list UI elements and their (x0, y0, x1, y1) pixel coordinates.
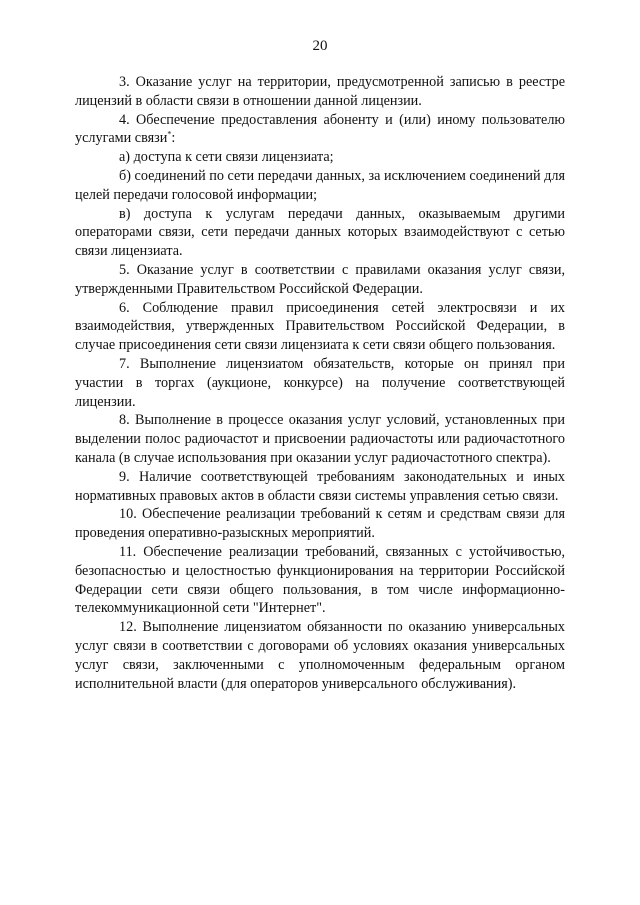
clause-5: 5. Оказание услуг в соответствии с правилами оказания услуг связи, утвержденными Правительством Российской Федерации. (75, 261, 565, 297)
clause-12: 12. Выполнение лицензиатом обязанности по оказанию универсальных услуг связи в соответствии с договорами об условиях оказания универсальных услуг связи, заключенными с уполномоченным федеральным органом исполнительной власти (для операторов универсального обслуживания). (75, 619, 565, 692)
clause-4 (75, 111, 565, 149)
document-body (75, 73, 565, 693)
clause-11: 11. Обеспечение реализации требований, связанных с устойчивостью, безопасностью и целостностью функционирования на территории Российской Федерации сети связи общего пользования, в том числе информационно-телекоммуникационной сети "Интернет". (75, 543, 565, 617)
clause-3: 3. Оказание услуг на территории, предусмотренной записью в реестре лицензий в области связи в отношении данной лицензии. (75, 74, 565, 109)
clause-4-a: а) доступа к сети связи лицензиата; (119, 149, 334, 166)
clause-4-b: б) соединений по сети передачи данных, за исключением соединений для целей передачи голосовой информации; (75, 167, 565, 203)
clause-6: 6. Соблюдение правил присоединения сетей электросвязи и их взаимодействия, утвержденных Правительством Российской Федерации, в случае присоединения сети связи лицензиата к сети связи общего пользования. (75, 299, 565, 354)
footnote-marker: * (167, 129, 172, 139)
clause-4-text: 4. Обеспечение предоставления абоненту и (или) иному пользователю услугами связи (75, 111, 565, 147)
clause-7: 7. Выполнение лицензиатом обязательств, которые он принял при участии в торгах (аукционе, конкурсе) на получение соответствующей лицензии. (75, 355, 565, 410)
clause-8: 8. Выполнение в процессе оказания услуг условий, установленных при выделении полос радиочастот и присвоении радиочастоты или радиочастотного канала (в случае использования при оказании услуг радиочастотного спектра). (75, 412, 565, 466)
clause-10: 10. Обеспечение реализации требований к сетям и средствам связи для проведения оперативно-разыскных мероприятий. (75, 506, 565, 542)
clause-4-v: в) доступа к услугам передачи данных, оказываемым другими операторами связи, сети передачи данных которых взаимодействуют с сетью связи лицензиата. (75, 205, 565, 260)
page-number: 20 (312, 38, 328, 54)
clause-9: 9. Наличие соответствующей требованиям законодательных и иных нормативных правовых актов в области связи системы управления сетью связи. (75, 468, 565, 504)
clause-4-colon: : (171, 130, 176, 147)
